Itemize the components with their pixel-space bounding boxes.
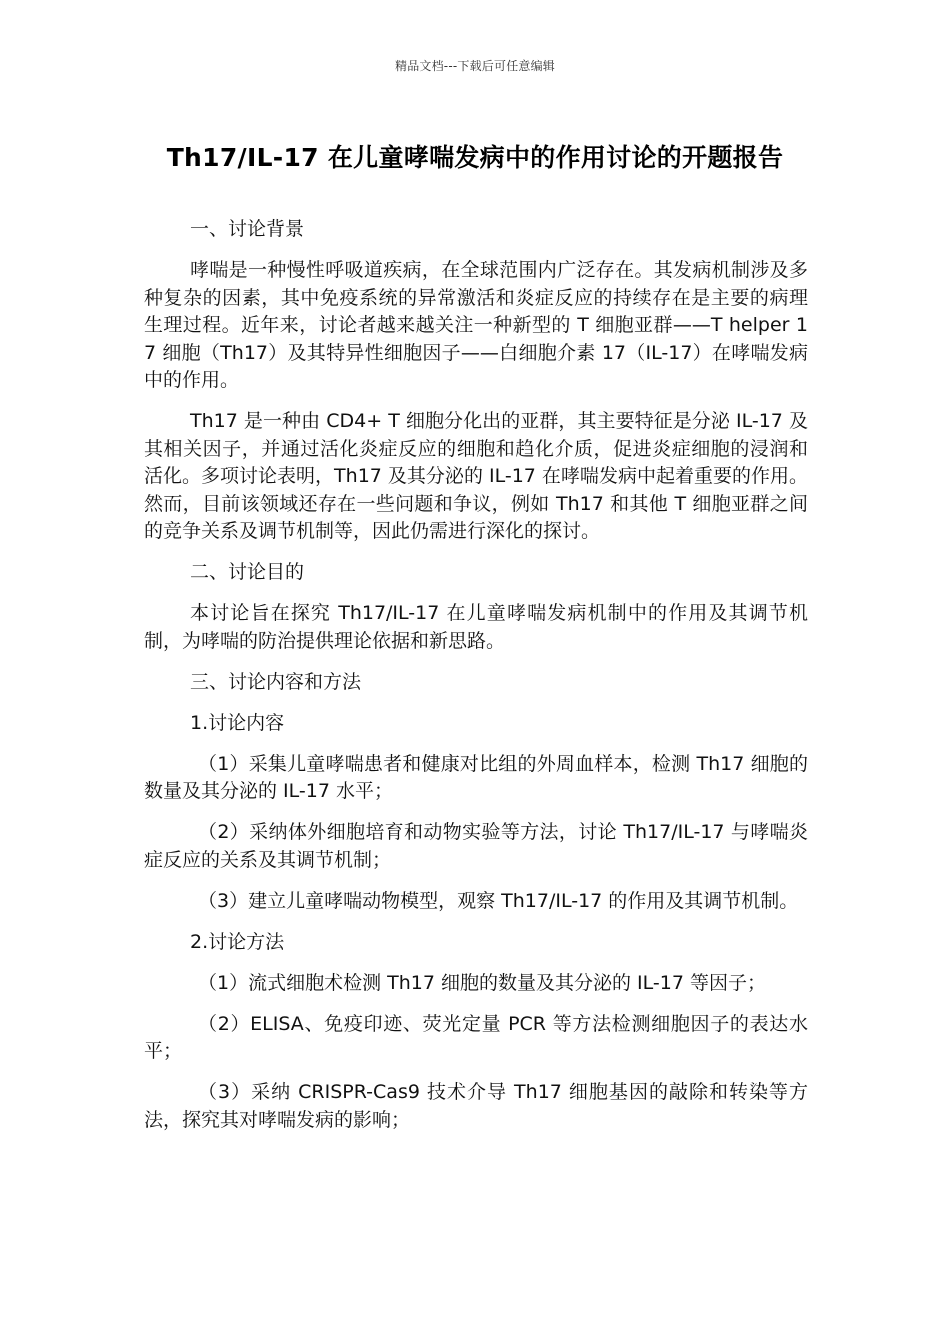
method-item-2: （2）ELISA、免疫印迹、荧光定量 PCR 等方法检测细胞因子的表达水平；	[144, 1012, 808, 1062]
method-item-1: （1）流式细胞术检测 Th17 细胞的数量及其分泌的 IL-17 等因子；	[198, 971, 766, 994]
paragraph-purpose: 本讨论旨在探究 Th17/IL-17 在儿童哮喘发病机制中的作用及其调节机制，为哮喘的防治提供理论依据和新思路。	[144, 602, 808, 652]
method-item-3: （3）采纳 CRISPR-Cas9 技术介导 Th17 细胞基因的敲除和转染等方法，探究其对哮喘发病的影响；	[144, 1081, 808, 1131]
paragraph-background-1: 哮喘是一种慢性呼吸道疾病，在全球范围内广泛存在。其发病机制涉及多种复杂的因素，其中免疫系统的异常激活和炎症反应的持续存在是主要的病理生理过程。近年来，讨论者越来越关注一种新型的 T 细胞亚群——T helper 17 细胞（Th17）及其特异性细胞因子——白细胞介素 17（IL-17）在哮喘发病中的作用。	[144, 259, 808, 391]
content-item-2: （2）采纳体外细胞培育和动物实验等方法，讨论 Th17/IL-17 与哮喘炎症反应的关系及其调节机制；	[144, 821, 808, 871]
section-heading-purpose: 二、讨论目的	[190, 561, 305, 583]
section-heading-content-methods: 三、讨论内容和方法	[190, 670, 362, 693]
header-note: 精品文档---下载后可任意编辑	[395, 59, 555, 73]
document-title: Th17/IL-17 在儿童哮喘发病中的作用讨论的开题报告	[166, 143, 784, 172]
content-item-1: （1）采集儿童哮喘患者和健康对比组的外周血样本，检测 Th17 细胞的数量及其分泌的 IL-17 水平；	[144, 752, 808, 802]
document-body	[144, 216, 808, 1148]
paragraph-background-2: Th17 是一种由 CD4+ T 细胞分化出的亚群，其主要特征是分泌 IL-17 及其相关因子，并通过活化炎症反应的细胞和趋化介质，促进炎症细胞的浸润和活化。多项讨论表明，Th17 及其分泌的 IL-17 在哮喘发病中起着重要的作用。然而，目前该领域还存在一些问题和争议，例如 Th17 和其他 T 细胞亚群之间的竞争关系及调节机制等，因此仍需进行深化的探讨。	[144, 410, 808, 542]
subheading-content: 1.讨论内容	[190, 711, 285, 734]
content-item-3: （3）建立儿童哮喘动物模型，观察 Th17/IL-17 的作用及其调节机制。	[198, 889, 799, 912]
subheading-methods: 2.讨论方法	[190, 930, 285, 953]
section-heading-background: 一、讨论背景	[190, 218, 305, 240]
